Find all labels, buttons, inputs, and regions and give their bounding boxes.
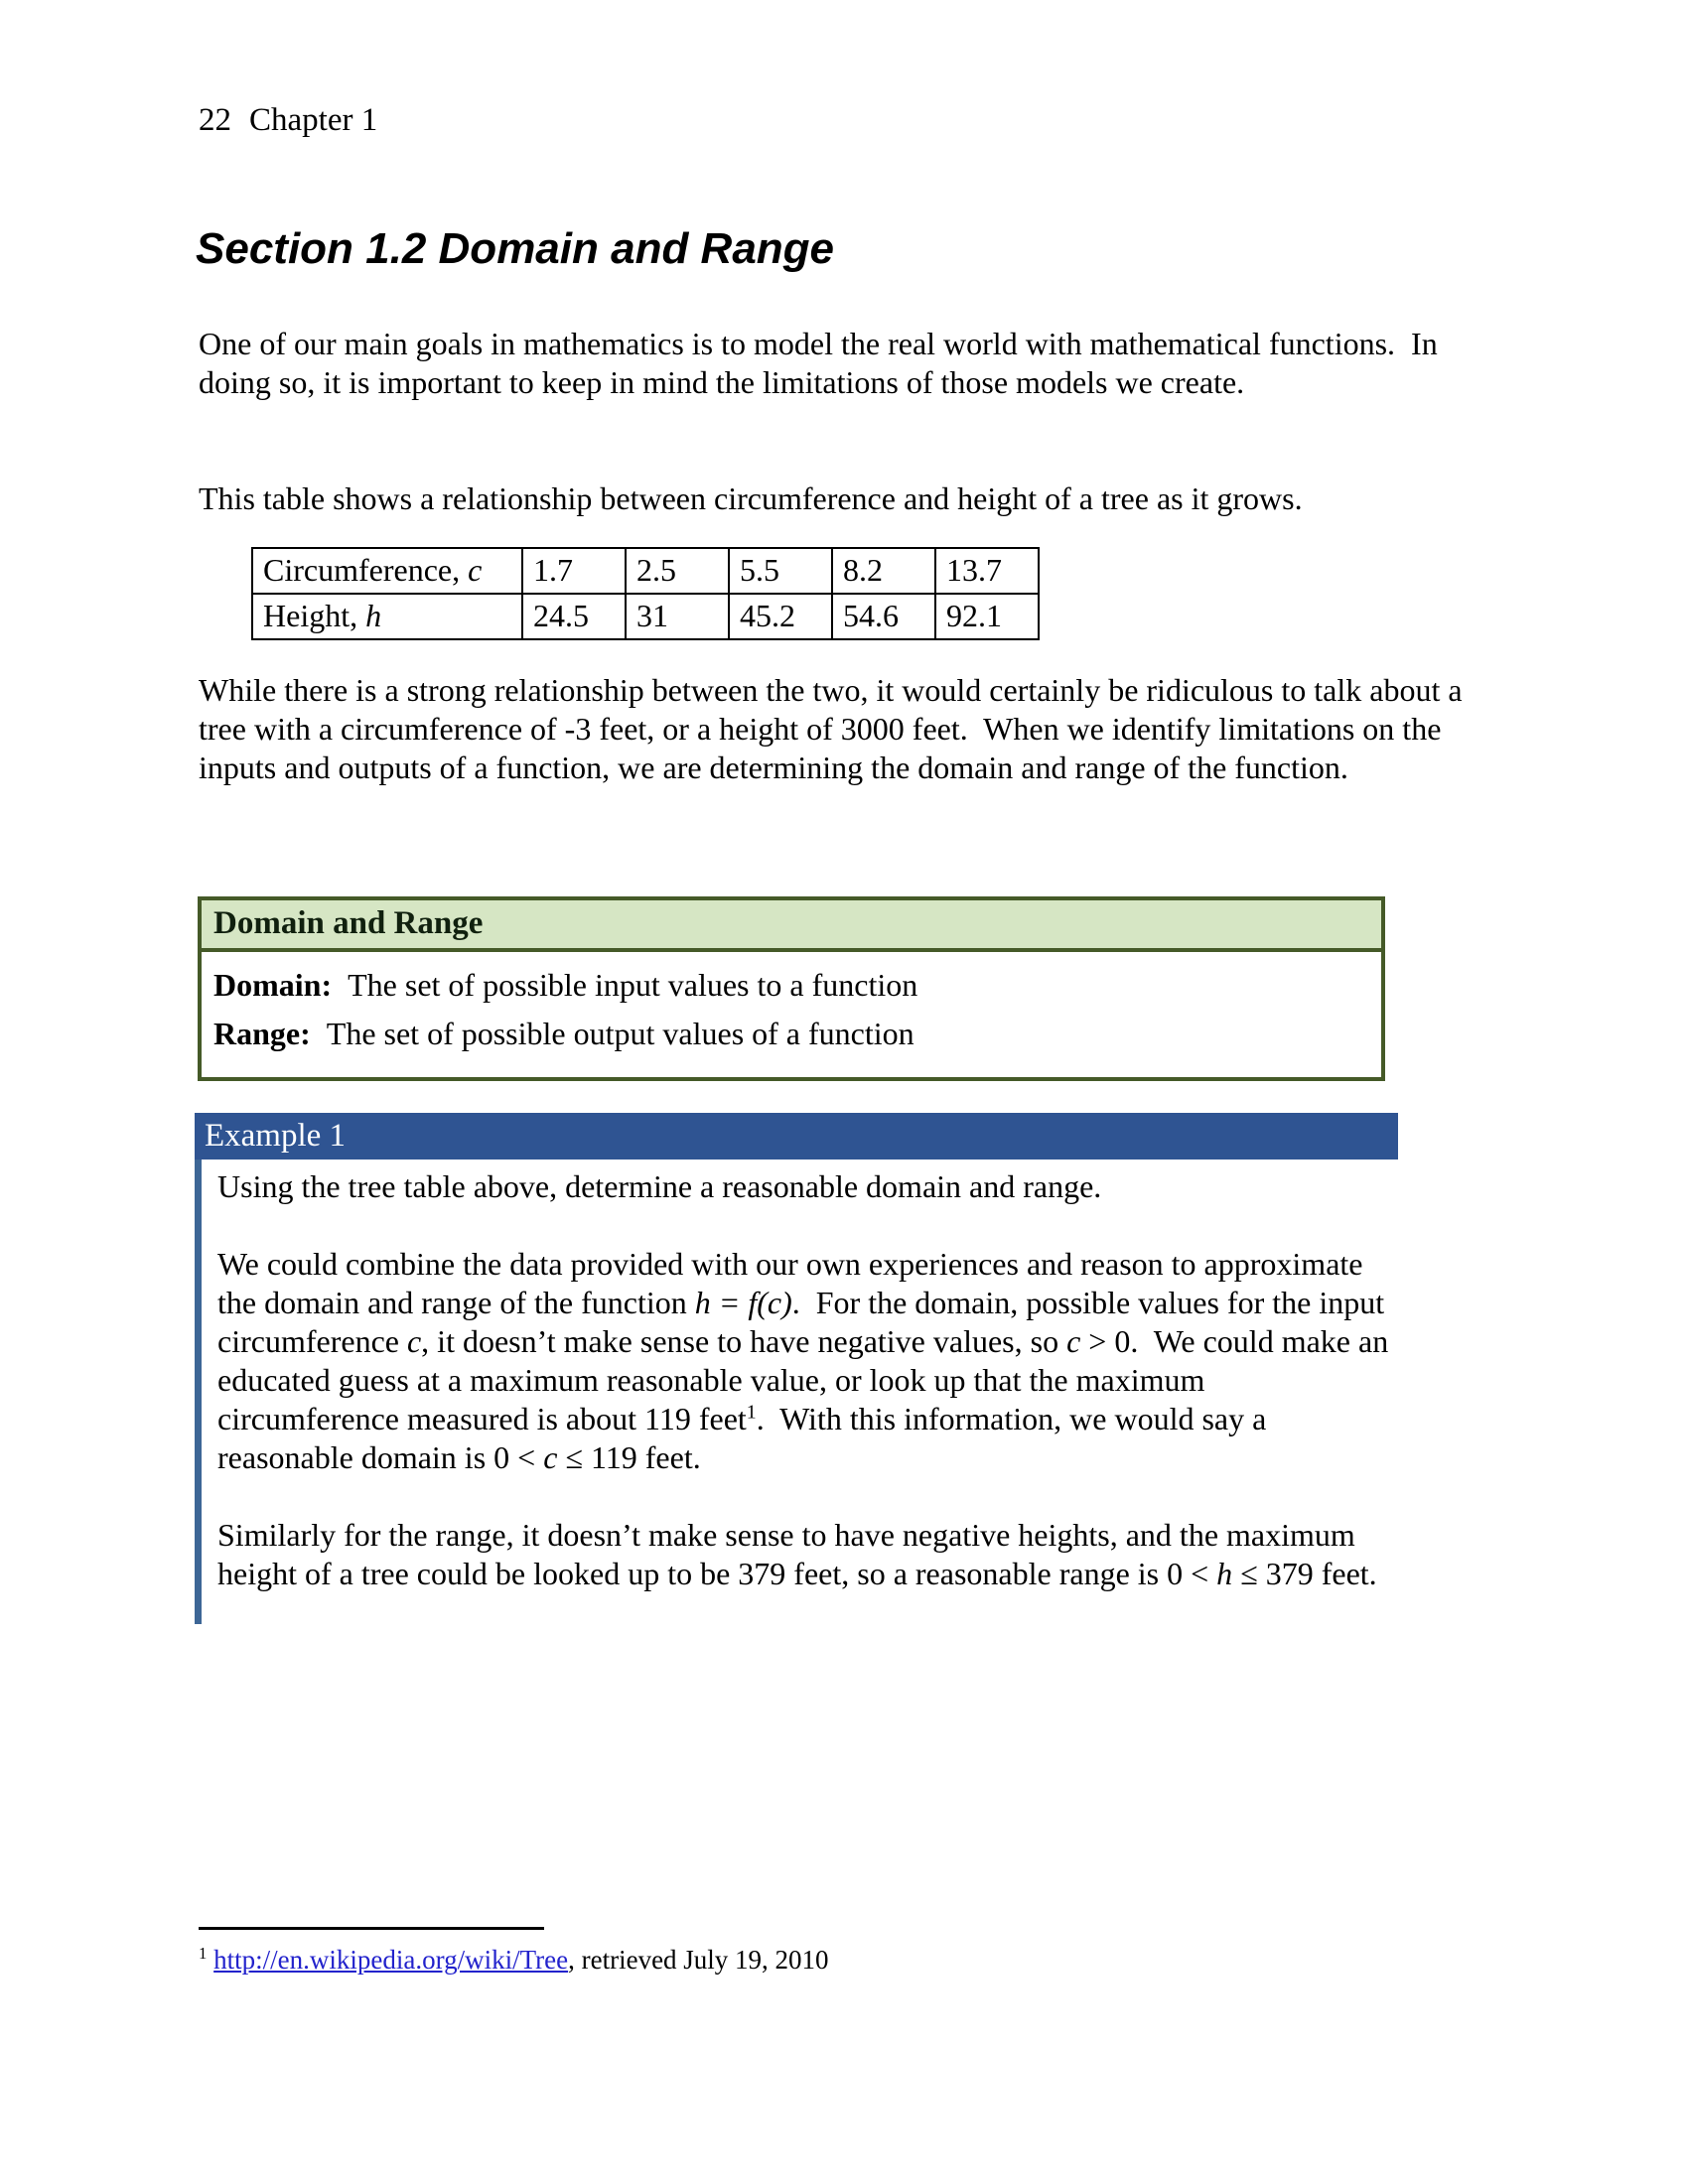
definition-term-range: Range: [213, 1016, 311, 1051]
footnote-separator-rule [199, 1927, 544, 1930]
definition-text-domain: The set of possible input values to a function [348, 967, 918, 1003]
after-table-paragraph: While there is a strong relationship between the two, it would certainly be ridiculous to talk about a tree with a circumference of -3 feet, or a height of 3000 feet. When we identify limitations on the inputs and outputs of a function, we are determining the domain and range of the function. [199, 672, 1471, 785]
definition-term-domain: Domain: [213, 967, 333, 1003]
row-label-circumference: Circumference, c [252, 548, 522, 594]
definition-text-range: The set of possible output values of a function [326, 1016, 914, 1051]
definition-box-title: Domain and Range [202, 900, 1381, 952]
table-cell: 8.2 [832, 548, 935, 594]
table-cell: 1.7 [522, 548, 626, 594]
example-body [195, 1160, 1398, 1624]
definition-range [213, 1015, 1367, 1053]
table-cell: 5.5 [729, 548, 832, 594]
page-number: 22 [199, 102, 231, 138]
footnote-suffix: , retrieved July 19, 2010 [568, 1945, 829, 1975]
table-intro-paragraph: This table shows a relationship between circumference and height of a tree as it grows. [199, 480, 1303, 516]
table-cell: 24.5 [522, 594, 626, 639]
intro-paragraph: One of our main goals in mathematics is to model the real world with mathematical functions. In doing so, it is important to keep in mind the limitations of those models we create. [199, 326, 1446, 400]
footnote-link[interactable]: http://en.wikipedia.org/wiki/Tree [213, 1945, 569, 1975]
table-cell: 45.2 [729, 594, 832, 639]
definition-domain [213, 966, 1367, 1005]
footnote-area [199, 1927, 1291, 1977]
example-title-bar: Example 1 [195, 1113, 1398, 1160]
example-paragraph-1: We could combine the data provided with our own experiences and reason to approximate the domain and range of the function h = f(c). For the domain, possible values for the input circumference c, it doesn’t make sense to have negative values, so c > 0. We could make an educated guess at a maximum reasonable value, or look up that the maximum circumference measured is about 119 feet$^1$. With this information, we would say a reasonable domain is 0 < c ≤ 119 feet. [217, 1246, 1397, 1475]
table-row [252, 548, 1039, 594]
table-cell: 13.7 [935, 548, 1039, 594]
definition-box-body [202, 952, 1381, 1077]
table-row [252, 594, 1039, 639]
chapter-label: Chapter 1 [249, 102, 378, 138]
table-cell: 31 [626, 594, 729, 639]
example-box [195, 1113, 1398, 1624]
table-cell: 54.6 [832, 594, 935, 639]
running-head [199, 102, 377, 139]
table-cell: 92.1 [935, 594, 1039, 639]
row-label-height: Height, h [252, 594, 522, 639]
definition-box [198, 896, 1385, 1081]
example-prompt: Using the tree table above, determine a reasonable domain and range. [217, 1168, 1102, 1204]
example-paragraph-2: Similarly for the range, it doesn’t make sense to have negative heights, and the maximum height of a tree could be looked up to be 379 feet, so a reasonable range is 0 < h ≤ 379 feet. [217, 1517, 1377, 1591]
footnote-marker: 1 [199, 1944, 208, 1963]
tree-data-table [251, 547, 1040, 640]
table-cell: 2.5 [626, 548, 729, 594]
footnote-text [199, 1944, 1291, 1977]
section-title: Section 1.2 Domain and Range [196, 224, 835, 273]
